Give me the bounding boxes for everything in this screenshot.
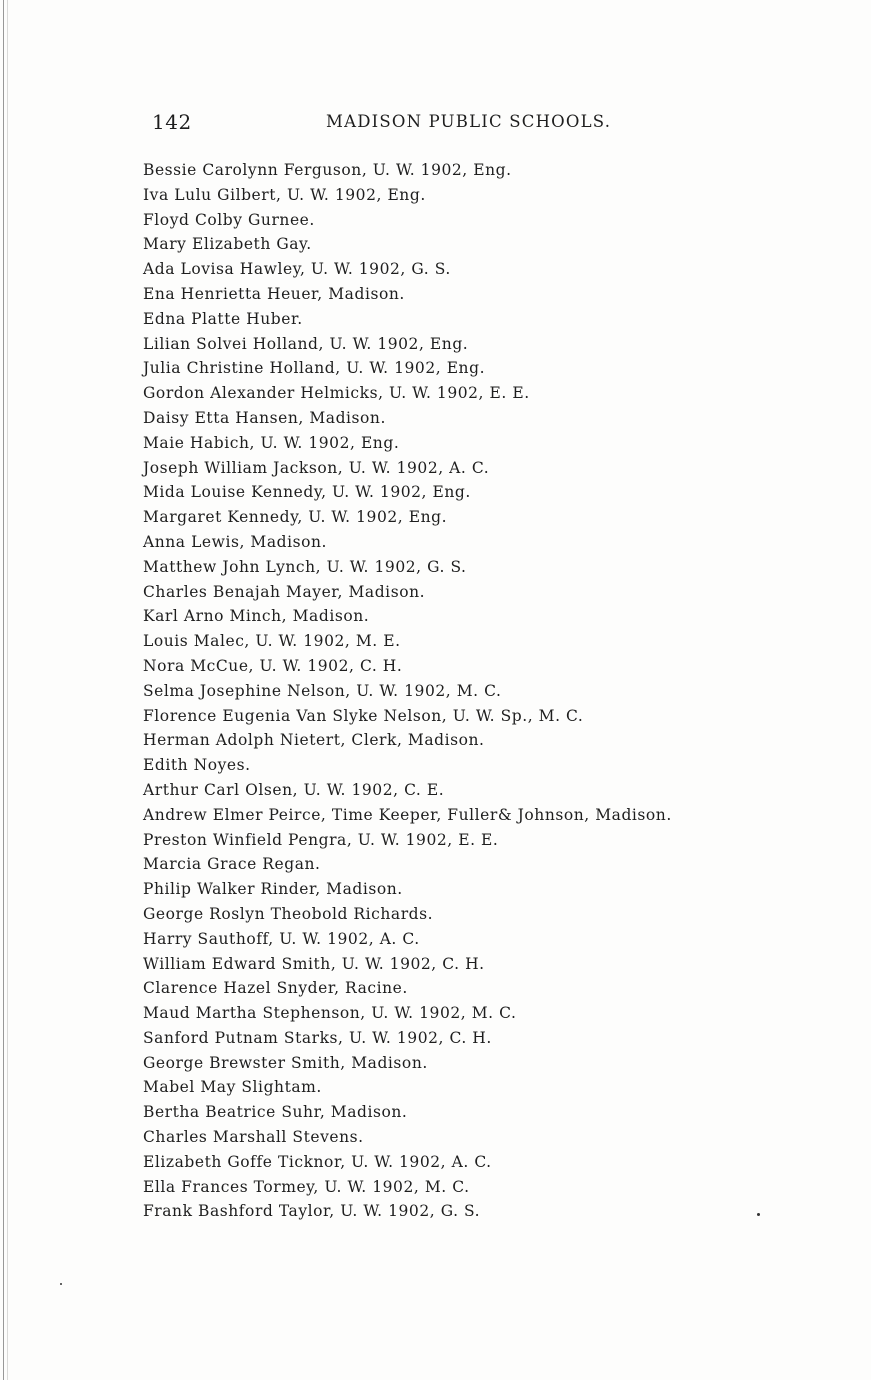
list-item: Bessie Carolynn Ferguson, U. W. 1902, Eng. <box>143 161 512 179</box>
list-item: Iva Lulu Gilbert, U. W. 1902, Eng. <box>143 185 426 204</box>
list-item: Bertha Beatrice Suhr, Madison. <box>143 1103 408 1122</box>
list-item: Ena Henrietta Heuer, Madison. <box>143 284 405 303</box>
list-item: Florence Eugenia Van Slyke Nelson, U. W. Sp., M. C. <box>143 706 584 725</box>
list-item: Joseph William Jackson, U. W. 1902, A. C. <box>143 458 490 477</box>
list-item: Daisy Etta Hansen, Madison. <box>143 408 386 427</box>
list-item: Edith Noyes. <box>143 756 251 775</box>
running-head: MADISON PUBLIC SCHOOLS. <box>326 112 612 131</box>
list-item: Arthur Carl Olsen, U. W. 1902, C. E. <box>143 780 445 799</box>
list-item: Nora McCue, U. W. 1902, C. H. <box>143 656 403 675</box>
list-item: Floyd Colby Gurnee. <box>143 210 315 229</box>
list-item: Andrew Elmer Peirce, Time Keeper, Fuller& Johnson, Madison. <box>143 805 672 824</box>
page-edge-shadow <box>7 0 8 1380</box>
list-item: Frank Bashford Taylor, U. W. 1902, G. S. <box>143 1202 481 1221</box>
list-item: Ada Lovisa Hawley, U. W. 1902, G. S. <box>143 260 451 279</box>
list-item: Edna Platte Huber. <box>143 309 303 328</box>
page-edge-line <box>3 0 4 1380</box>
list-item: Elizabeth Goffe Ticknor, U. W. 1902, A. C. <box>143 1152 492 1171</box>
list-item: Lilian Solvei Holland, U. W. 1902, Eng. <box>143 334 469 353</box>
list-item: Sanford Putnam Starks, U. W. 1902, C. H. <box>143 1028 492 1047</box>
graduate-list <box>143 158 672 1224</box>
list-item: Anna Lewis, Madison. <box>143 532 328 551</box>
list-item: Charles Benajah Mayer, Madison. <box>143 582 426 601</box>
list-item: Gordon Alexander Helmicks, U. W. 1902, E. E. <box>143 384 530 403</box>
list-item: Charles Marshall Stevens. <box>143 1128 364 1147</box>
list-item: Maud Martha Stephenson, U. W. 1902, M. C. <box>143 1004 517 1023</box>
list-item: Harry Sauthoff, U. W. 1902, A. C. <box>143 929 420 948</box>
page-header <box>152 110 622 138</box>
page-number: 142 <box>152 110 192 134</box>
list-item: Matthew John Lynch, U. W. 1902, G. S. <box>143 557 467 576</box>
list-item: George Roslyn Theobold Richards. <box>143 904 434 923</box>
list-item: Preston Winfield Pengra, U. W. 1902, E. E. <box>143 830 499 849</box>
list-item: Selma Josephine Nelson, U. W. 1902, M. C. <box>143 681 502 700</box>
list-item: Karl Arno Minch, Madison. <box>143 607 370 626</box>
list-item: Philip Walker Rinder, Madison. <box>143 880 403 899</box>
list-item: Mary Elizabeth Gay. <box>143 235 312 254</box>
list-item: Maie Habich, U. W. 1902, Eng. <box>143 433 400 452</box>
list-item: Mida Louise Kennedy, U. W. 1902, Eng. <box>143 483 471 502</box>
list-item: George Brewster Smith, Madison. <box>143 1053 428 1072</box>
list-item: Ella Frances Tormey, U. W. 1902, M. C. <box>143 1177 470 1196</box>
list-item: Mabel May Slightam. <box>143 1078 322 1097</box>
ink-speck <box>60 1283 62 1285</box>
list-item: Marcia Grace Regan. <box>143 855 321 874</box>
list-item: William Edward Smith, U. W. 1902, C. H. <box>143 954 485 973</box>
list-item: Julia Christine Holland, U. W. 1902, Eng. <box>143 359 486 378</box>
list-item: Clarence Hazel Snyder, Racine. <box>143 979 408 998</box>
list-item: Louis Malec, U. W. 1902, M. E. <box>143 632 401 651</box>
ink-speck <box>757 1213 760 1216</box>
list-item: Herman Adolph Nietert, Clerk, Madison. <box>143 731 485 750</box>
list-item: Margaret Kennedy, U. W. 1902, Eng. <box>143 508 448 527</box>
